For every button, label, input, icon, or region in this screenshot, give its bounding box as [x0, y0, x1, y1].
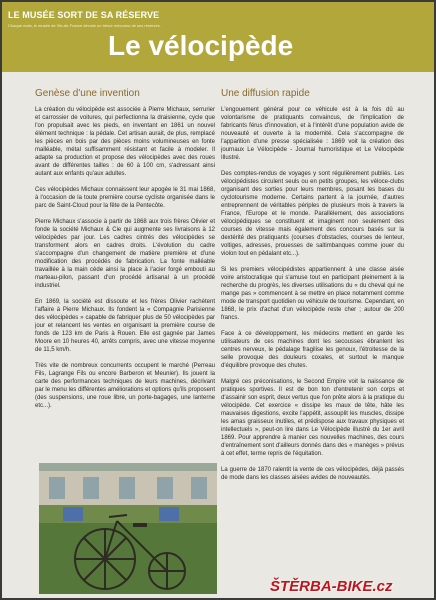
left-paragraph-1: La création du vélocipède est associée à Pierre Michaux, serrurier et carrossier de voitures, qui perfectionna la draisienne, cycle que l'on propulsait avec les pieds, en inventant en 1861 un nouvel élément technique : la pédale. Cet artisan aurait, de plus, remplacé les pièces en bois par des pièces moins volumineuses en fonte malléable, métal suffisamment résistant et facile à modeler. Il adapte sa production et propose des vélocipèdes avec des roues avant de différentes tailles : de 60 à 100 cm, s'adressant ainsi autant aux enfants qu'aux adultes. — [35, 107, 215, 177]
right-paragraph-5: Malgré ces préconisations, le Second Empire voit la naissance de pratiques sportives. Il est de bon ton d'entretenir son corps et d'assainir son esprit, deux vertus que l'on prête alors à la pratique du vélocipède. Cet exercice « dissipe les maux de tête, hâte les mauvaises digestions, excite l'appétit, assouplit les muscles, dissipe les amas graisseux inutiles, et prédispose aux travaux physiques et intellectuels », peut-on lire dans Le Vélocipède illustré du 1er avril 1869. Pour apprendre à manier ces nouvelles machines, des cours d'entraînement sont d'ailleurs donnés dans des « manèges » prévus à cet effet, terme repris de l'équitation. — [221, 379, 404, 457]
left-paragraph-4: En 1869, la société est dissoute et les frères Olivier rachètent l'affaire à Pierre Michaux. Ils fondent la « Compagnie Parisienne des vélocipèdes » capable de fabriquer plus de 50 vélocipèdes par jour et relancent les ventes en organisant la première course de fonds de 123 km de Paris à Rouen. Elle est gagnée par James Moore en 10 heures 40, arrêts compris, avec une vitesse moyenne de 11,5 km/h. — [35, 299, 215, 353]
right-paragraph-6: La guerre de 1870 ralentit la vente de ces vélocipèdes, déjà passés de mode dans les classes aisées avides de nouveautés. — [221, 467, 404, 481]
left-paragraph-3: Pierre Michaux s'associe à partir de 1868 aux trois frères Olivier et fonde la société Michaux & Cie qui augmente ses livraisons à 12 vélocipèdes par jour. Les cadres cintrés des vélocipèdes se transforment alors en cadres droits. L'évolution du cadre s'accompagne d'un changement de matière première et d'une modification des procédés de fabrication. La fonte malléable travaillée à la main cède ainsi la place à l'acier forgé embouti au marteau-pilon, passant d'un procédé artisanal à un procédé industriel. — [35, 219, 215, 289]
header-subkicker: Chaque mois, le musée de l'Ile-de-France dévoile un trésor méconnu de ses réserves. — [8, 23, 161, 28]
header-kicker: LE MUSÉE SORT DE SA RÉSERVE — [8, 10, 160, 20]
left-column — [35, 106, 215, 458]
right-paragraph-4: Face à ce développement, les médecins mettent en garde les utilisateurs de ces machines dont les secousses ébranlent les centres nerveux, le pédalage fragilise les genoux, l'étroitesse de la selle provoque des douleurs coxales, et surtout le manque d'équilibre provoque des chutes. — [221, 331, 404, 369]
velocipede-photo — [39, 463, 217, 594]
right-column — [221, 106, 404, 576]
header-banner — [2, 2, 434, 72]
right-paragraph-2: Des comptes-rendus de voyages y sont régulièrement publiés. Les vélocipédistes circulent seuls ou en petits groupes, les véloce-clubs organisant des sorties pour leurs membres, posant les bases du cyclotourisme moderne. Certains partent à la journée, d'autres entreprennent de véritables périples de plusieurs mois à travers la France, l'Europe et le monde. Parallèlement, des associations vélocipédiques se constituent et imaginent non seulement des courses de vitesse mais également des concours basés sur la dextérité des pratiquants (courses d'obstacles, courses de lenteur, voltiges, adresses, prouesses de saltimbanques comme jouer du violon tout en pédalant etc...). — [221, 171, 404, 257]
right-paragraph-1: L'engouement général pour ce véhicule est à la fois dû au volontarisme de pratiquants convaincus, de l'implication de fabricants férus d'innovation, et à l'intérêt d'une population avide de nouveauté et ouverte à la modernité. Cela s'accompagne de l'apparition d'une presse spécialisée : 1869 voit la création des journaux Le Vélocipède - Journal humoristique et Le Vélocipède Illustré. — [221, 107, 404, 161]
left-paragraph-2: Ces vélocipèdes Michaux connaissent leur apogée le 31 mai 1868, à l'occasion de la toute première course cycliste organisée dans le parc de Saint-Cloud pour la fête de la Pentecôte. — [35, 187, 215, 209]
right-paragraph-3: Si les premiers vélocipédistes appartiennent à une classe aisée voire aristocratique qui s'amuse tout en participant pleinement à la recherche du progrès, les diverses utilisations du « du cheval qui ne mange pas » commencent à se mettre en place notamment comme mode de transport quotidien ou véhicule de tourisme. Cependant, en 1868, le prix d'achat d'un vélocipède reste cher ; autour de 200 francs. — [221, 267, 404, 321]
watermark-logo: ŠTĚRBA-BIKE.cz — [270, 578, 393, 595]
page-title: Le vélocipède — [108, 30, 294, 61]
left-heading: Genèse d'une invention — [35, 88, 140, 99]
left-paragraph-5: Très vite de nombreux concurrents occupent le marché (Perreau Fils, Lagrange Fils ou encore Barberon et Meunier). Ils jouent la carte des performances techniques de leurs machines, décrivant par le menu les différentes améliorations et options qu'ils proposent (des suspensions, une roue libre, un porte-bagages, une lanterne etc...). — [35, 363, 215, 409]
right-heading: Une diffusion rapide — [221, 88, 310, 99]
velocipede-icon — [39, 463, 217, 594]
museum-panel — [2, 2, 434, 598]
